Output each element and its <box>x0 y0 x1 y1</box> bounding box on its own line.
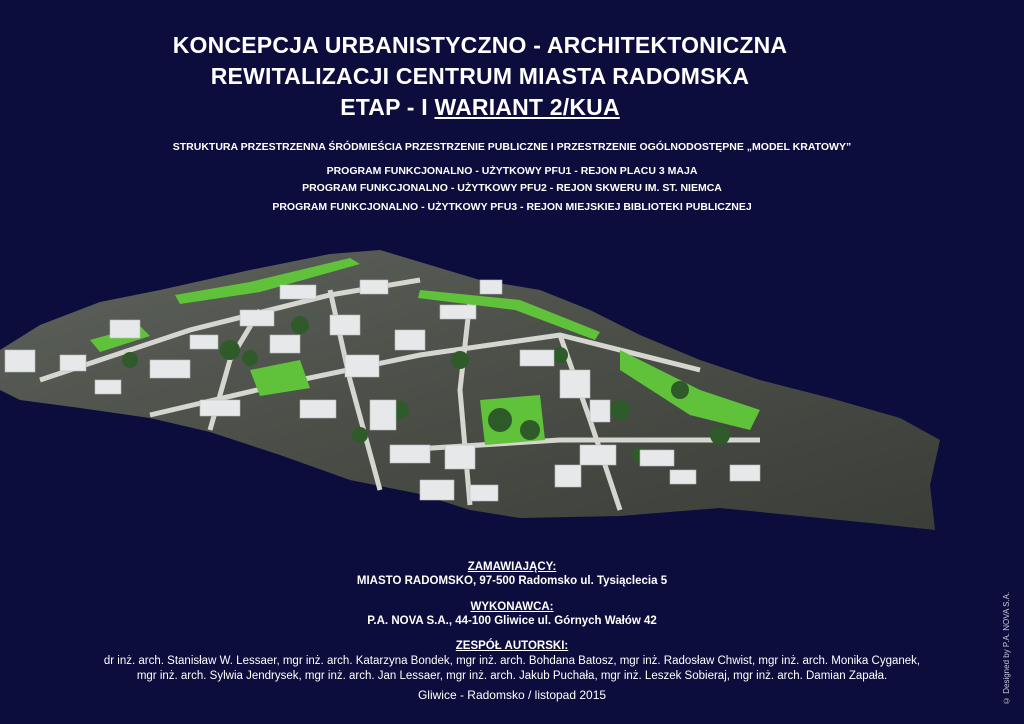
client-heading: ZAMAWIAJĄCY: <box>467 561 557 573</box>
subtitle-pfu2: PROGRAM FUNKCJONALNO - UŻYTKOWY PFU2 - REJON SKWERU IM. ST. NIEMCA <box>302 182 722 194</box>
client-name: MIASTO RADOMSKO <box>356 575 473 587</box>
contractor-heading: WYKONAWCA: <box>470 601 554 613</box>
title-line-2: REWITALIZACJI CENTRUM MIASTA RADOMSKA <box>210 63 750 89</box>
team-members-line-2: mgr inż. arch. Sylwia Jendrysek, mgr inż. arch. Jan Lessaer, mgr inż. arch. Jakub Puchała, mgr inż. Leszek Sobieraj, mgr inż. arch. Damian Zapała. <box>136 670 888 682</box>
subtitle-pfu1: PROGRAM FUNKCJONALNO - UŻYTKOWY PFU1 - REJON PLACU 3 MAJA <box>326 165 698 177</box>
team-heading: ZESPÓŁ AUTORSKI: <box>455 640 569 652</box>
subtitle-pfu3: PROGRAM FUNKCJONALNO - UŻYTKOWY PFU3 - REJON MIEJSKIEJ BIBLIOTEKI PUBLICZNEJ <box>272 201 752 213</box>
subtitle-structure: STRUKTURA PRZESTRZENNA ŚRÓDMIEŚCIA PRZESTRZENIE PUBLICZNE I PRZESTRZENIE OGÓLNODOSTĘPNE „MODEL KRATOWY” <box>172 141 852 153</box>
title-variant: WARIANT 2/KUA <box>434 94 620 120</box>
place-and-date: Gliwice - Radomsko / listopad 2015 <box>417 688 607 702</box>
contractor-name: P.A. NOVA S.A. <box>367 615 449 627</box>
designer-watermark: © Designed by P.A. NOVA S.A. <box>1002 591 1011 705</box>
client-details <box>0 574 1024 588</box>
contractor-address: , 44-100 Gliwice ul. Górnych Wałów 42 <box>448 615 657 627</box>
client-address: , 97-500 Radomsko ul. Tysiąclecia 5 <box>472 575 668 587</box>
contractor-details <box>0 614 1024 628</box>
title-line-1: KONCEPCJA URBANISTYCZNO - ARCHITEKTONICZNA <box>172 32 788 58</box>
team-members-line-1: dr inż. arch. Stanisław W. Lessaer, mgr inż. arch. Katarzyna Bondek, mgr inż. arch. Bohdana Batosz, mgr inż. Radosław Chwist, mgr inż. arch. Monika Cyganek, <box>103 655 921 667</box>
city-3d-model-image <box>0 240 1024 540</box>
title-line-3-prefix: ETAP - I <box>340 94 435 120</box>
title-line-3 <box>0 92 960 122</box>
